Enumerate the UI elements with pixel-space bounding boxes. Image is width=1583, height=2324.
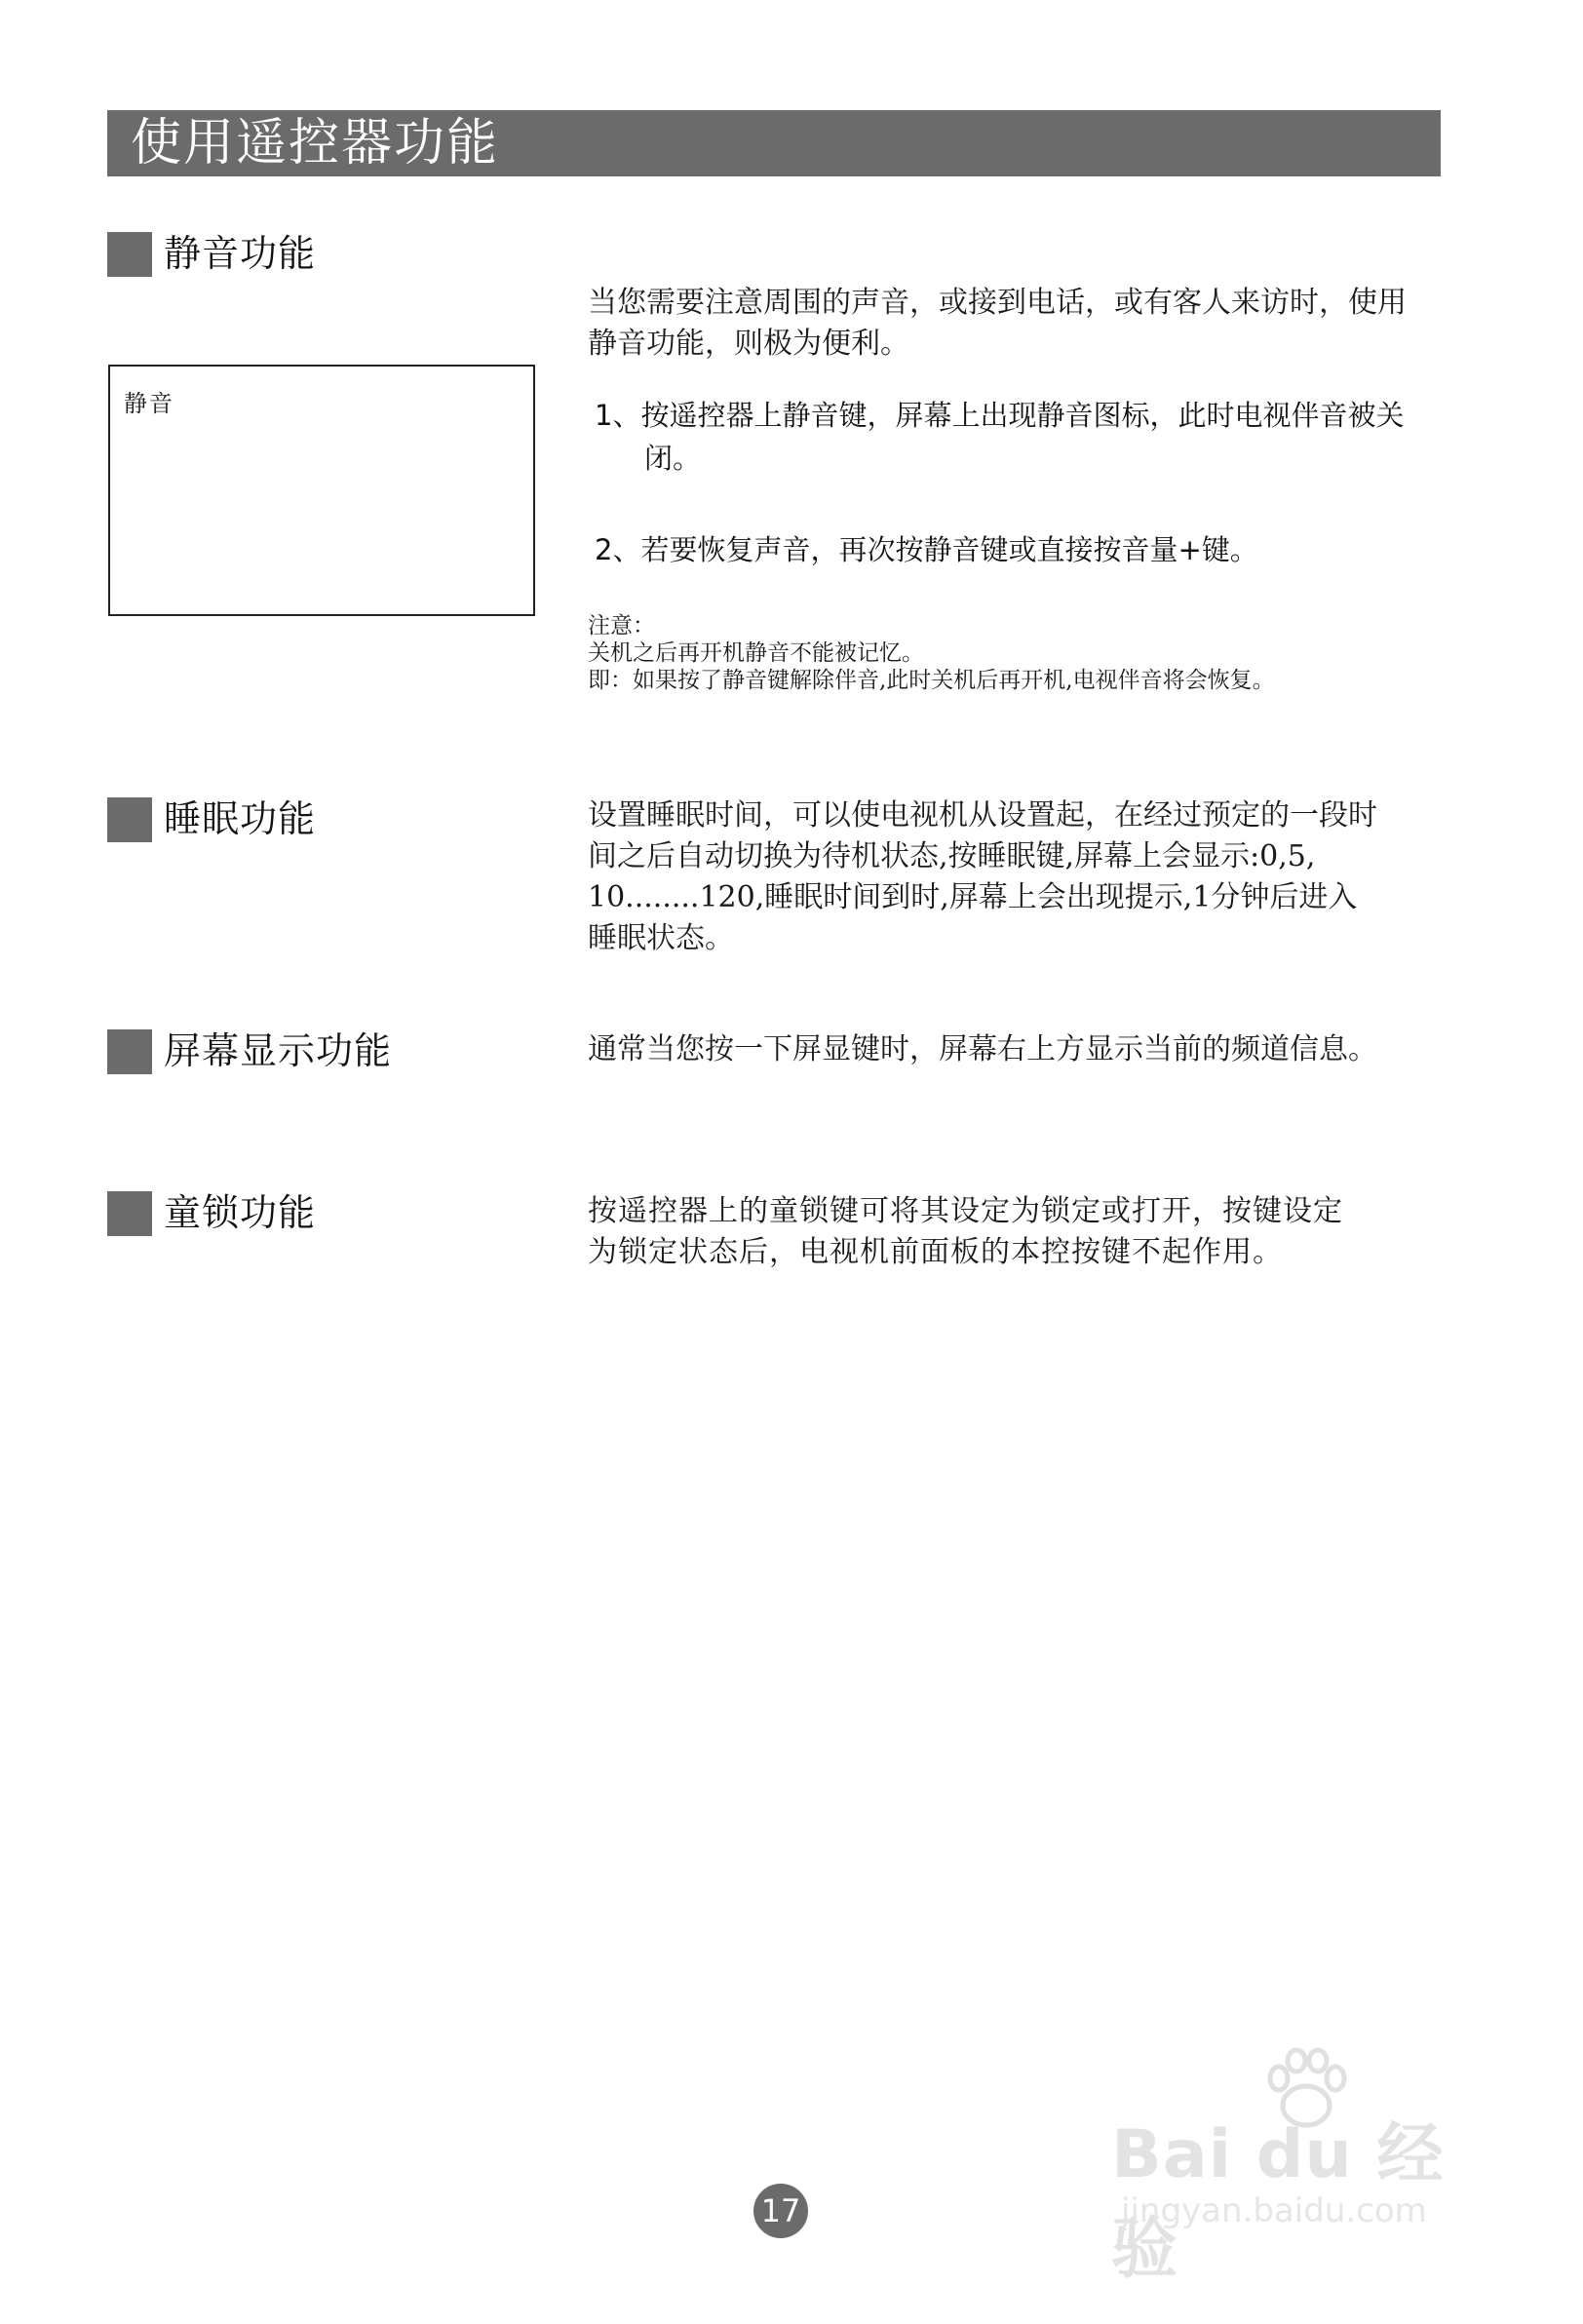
text-line: 当您需要注意周围的声音，或接到电话，或有客人来访时，使用 (588, 286, 1407, 320)
section-title: 屏幕显示功能 (164, 1029, 393, 1072)
mute-note (588, 612, 1275, 694)
osd-mute-label: 静音 (124, 390, 174, 417)
text-line: 按遥控器上的童锁键可将其设定为锁定或打开，按键设定 (588, 1194, 1343, 1228)
page-number: 17 (753, 2184, 808, 2238)
section-title: 童锁功能 (164, 1191, 317, 1234)
text-line: 间之后自动切换为待机状态,按睡眠键,屏幕上会显示:0,5, (588, 839, 1316, 873)
mute-intro (588, 283, 1407, 365)
display-text (588, 1029, 1377, 1070)
text-line: 睡眠状态。 (588, 921, 734, 955)
step-text: 1、按遥控器上静音键，屏幕上出现静音图标，此时电视伴音被关闭。 (595, 399, 1405, 475)
section-marker (107, 1029, 152, 1074)
title-bar (107, 110, 1441, 176)
text-line: 设置睡眠时间，可以使电视机从设置起，在经过预定的一段时 (588, 798, 1377, 833)
sleep-text (588, 795, 1377, 959)
section-marker (107, 797, 152, 842)
text-line: 为锁定状态后，电视机前面板的本控按键不起作用。 (588, 1235, 1283, 1269)
note-line: 注意： (588, 613, 655, 639)
childlock-text (588, 1191, 1343, 1273)
page-title: 使用遥控器功能 (131, 114, 500, 173)
note-line: 关机之后再开机静音不能被记忆。 (588, 640, 924, 666)
watermark-url: jingyan.baidu.com (1121, 2191, 1427, 2230)
text-line: 10........120,睡眠时间到时,屏幕上会出现提示,1分钟后进入 (588, 880, 1358, 914)
mute-step-2 (595, 528, 1453, 571)
section-title: 静音功能 (164, 232, 317, 275)
mute-osd-illustration (108, 365, 535, 616)
step-text: 2、若要恢复声音，再次按静音键或直接按音量+键。 (595, 533, 1258, 566)
text-line: 静音功能，则极为便利。 (588, 327, 909, 361)
watermark-brand: Bai du 经验 (1111, 2116, 1445, 2288)
section-marker (107, 232, 152, 277)
note-line: 即：如果按了静音键解除伴音,此时关机后再开机,电视伴音将会恢复。 (588, 668, 1275, 693)
section-title: 睡眠功能 (164, 797, 317, 840)
text-line: 通常当您按一下屏显键时，屏幕右上方显示当前的频道信息。 (588, 1032, 1377, 1066)
mute-step-1 (595, 394, 1453, 480)
section-marker (107, 1191, 152, 1236)
watermark (1111, 2047, 1482, 2288)
